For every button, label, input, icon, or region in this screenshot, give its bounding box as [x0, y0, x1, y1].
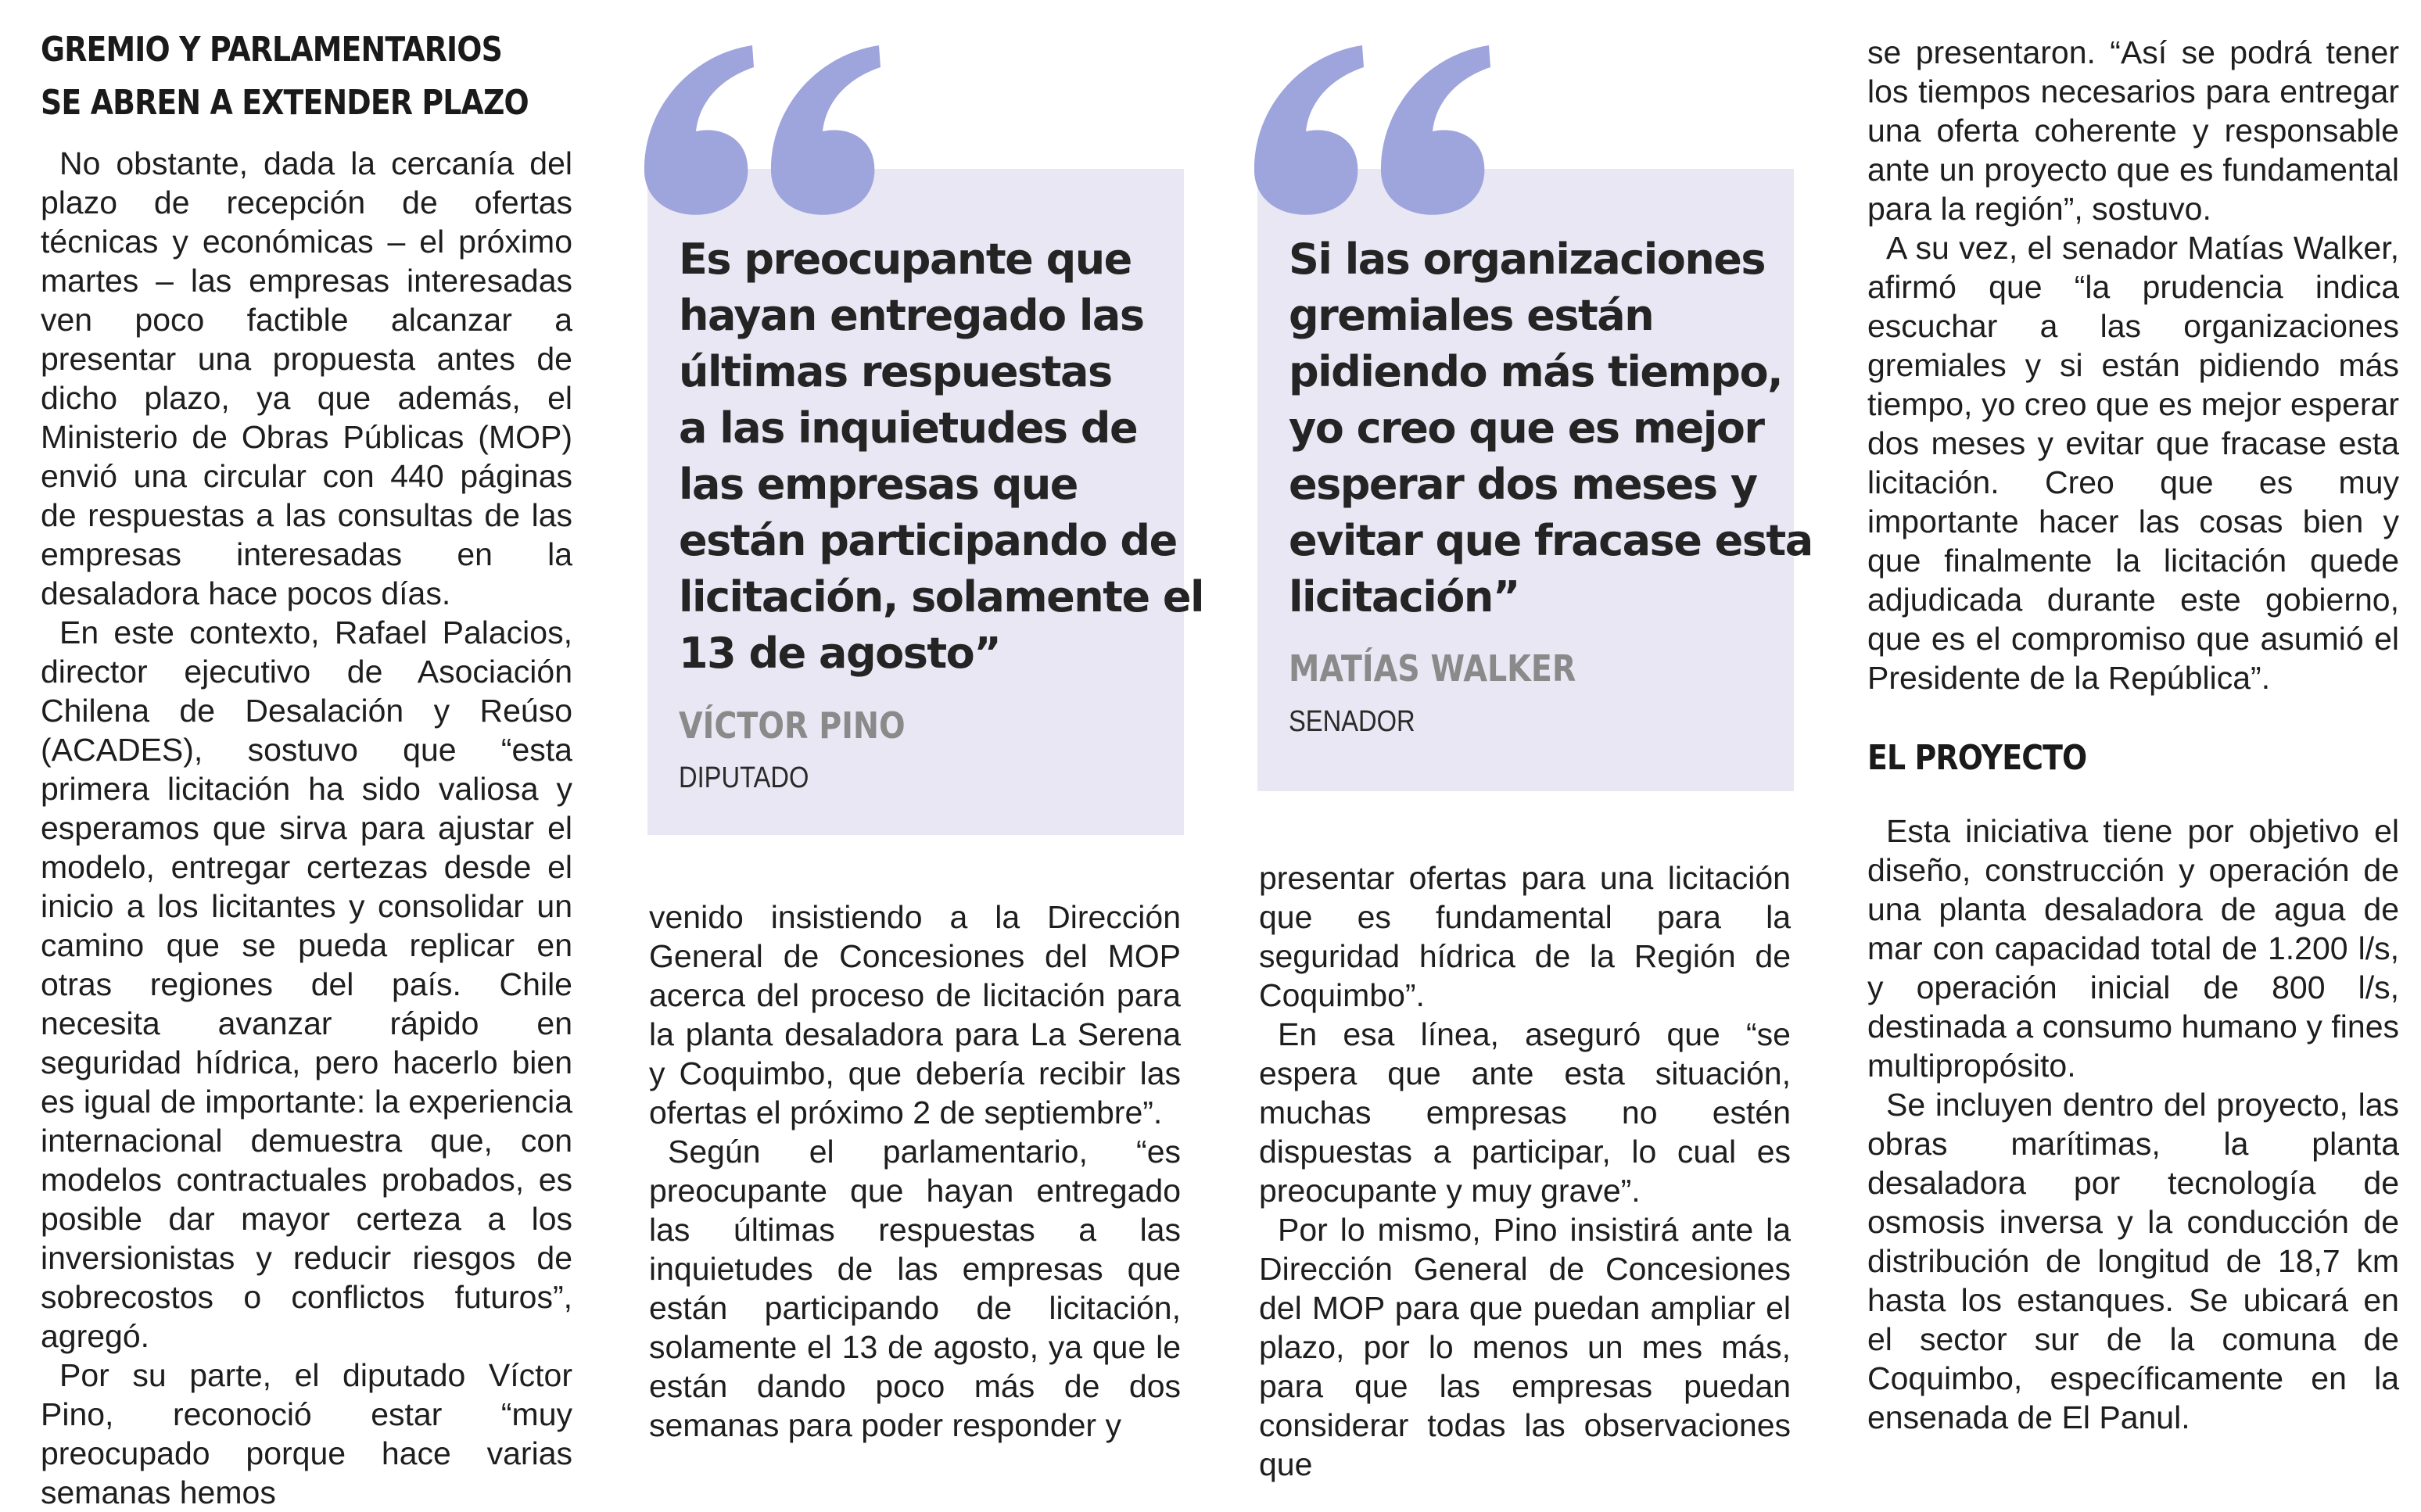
section-heading-gremio: [41, 23, 529, 130]
paragraph: Según el parlamentario, “es preocupante que hayan entregado las últimas respuestas a las inquietudes de las empresas que están participando de licitación, solamente el 13 de agosto, ya que le están dando poco más de dos semanas para poder responder y: [649, 1134, 1181, 1443]
quote-line: yo creo que es mejor: [1289, 403, 1764, 453]
quote-line: esperar dos meses y: [1289, 460, 1757, 509]
quote-line: licitación”: [1289, 572, 1519, 622]
quote-line: Si las organizaciones: [1289, 235, 1766, 284]
article-column-3: [1259, 858, 1791, 1484]
quote-line: hayan entregado las: [679, 291, 1144, 340]
quote-line: están participando de: [679, 516, 1177, 565]
paragraph: En este contexto, Rafael Palacios, director ejecutivo de Asociación Chilena de Desalación y Reúso (ACADES), sostuvo que “esta primera licitación ha sido valiosa y esperamos que sirva para ajustar el modelo, entregar certezas desde el inicio a los licitantes y consolidar un camino que se pueda replicar en otras regiones del país. Chile necesita avanzar rápido en seguridad hídrica, pero hacerlo bien es igual de importante: la experiencia internacional demuestra que, con modelos contractuales probados, es posible dar mayor certeza a los inversionistas y reducir riesgos de sobrecostos o conflictos futuros”, agregó.: [41, 614, 572, 1354]
article-column-4: [1867, 33, 2399, 1437]
quote-attribution-role: SENADOR: [1289, 705, 1415, 738]
section-heading-proyecto: EL PROYECTO: [1867, 738, 2087, 778]
paragraph: A su vez, el senador Matías Walker, afirmó que “la prudencia indica escuchar a las organizaciones gremiales y si están pidiendo más tiempo, yo creo que es mejor esperar dos meses y evitar que fracase esta licitación. Creo que es muy importante hacer las cosas bien y que finalmente la licitación quede adjudicada durante este gobierno, que es el compromiso que asumió el Presidente de la República”.: [1867, 230, 2399, 696]
quote-line: evitar que fracase esta: [1289, 516, 1813, 565]
paragraph: Se incluyen dentro del proyecto, las obras marítimas, la planta desaladora por tecnología de osmosis inversa y la conducción de distribución de longitud de 18,7 km hasta los estanques. Se ubicará en el sector sur de la comuna de Coquimbo, específicamente en la ensenada de El Panul.: [1867, 1087, 2399, 1435]
quote-line: a las inquietudes de: [679, 403, 1138, 453]
paragraph: Por lo mismo, Pino insistirá ante la Dirección General de Concesiones del MOP para que puedan ampliar el plazo, por lo menos un mes más, para que las empresas puedan considerar todas las observaciones que: [1259, 1212, 1791, 1482]
paragraph: se presentaron. “Así se podrá tener los tiempos necesarios para entregar una oferta coherente y responsable ante un proyecto que es fundamental para la región”, sostuvo.: [1867, 34, 2399, 227]
open-quote-icon: [635, 39, 885, 219]
paragraph: No obstante, dada la cercanía del plazo de recepción de ofertas técnicas y económicas – el próximo martes – las empresas interesadas ven poco factible alcanzar a presentar una propuesta antes de dicho plazo, ya que además, el Ministerio de Obras Públicas (MOP) envió una circular con 440 páginas de respuestas a las consultas de las empresas interesadas en la desaladora hace pocos días.: [41, 145, 572, 611]
pull-quote-box-walker: [1257, 169, 1813, 791]
quote-attribution-name: MATÍAS WALKER: [1289, 647, 1576, 690]
quote-attribution-name: VÍCTOR PINO: [679, 704, 906, 747]
quote-line: las empresas que: [679, 460, 1078, 509]
quote-line: licitación, solamente el: [679, 572, 1204, 622]
open-quote-icon: [1245, 39, 1495, 219]
pull-quote-text: [1289, 231, 1813, 625]
quote-line: Es preocupante que: [679, 235, 1132, 284]
quote-attribution-role: DIPUTADO: [679, 761, 809, 794]
article-column-1: [41, 23, 572, 1512]
quote-line: 13 de agosto”: [679, 629, 1001, 678]
quote-line: pidiendo más tiempo,: [1289, 347, 1783, 396]
pull-quote-box-pino: [647, 169, 1204, 835]
paragraph: Esta iniciativa tiene por objetivo el diseño, construcción y operación de una planta desaladora de agua de mar con capacidad total de 1.200 l/s, y operación inicial de 800 l/s, destinada a consumo humano y fines multipropósito.: [1867, 813, 2399, 1084]
paragraph: venido insistiendo a la Dirección General de Concesiones del MOP acerca del proceso de licitación para la planta desaladora para La Serena y Coquimbo, que debería recibir las ofertas el próximo 2 de septiembre”.: [649, 899, 1181, 1130]
article-column-2: [649, 898, 1181, 1445]
quote-line: gremiales están: [1289, 291, 1654, 340]
heading-line: GREMIO Y PARLAMENTARIOS: [41, 30, 502, 70]
paragraph: En esa línea, aseguró que “se espera que ante esta situación, muchas empresas no estén dispuestas a participar, lo cual es preocupante y muy grave”.: [1259, 1016, 1791, 1209]
paragraph: presentar ofertas para una licitación que es fundamental para la seguridad hídrica de la Región de Coquimbo”.: [1259, 860, 1791, 1013]
paragraph: Por su parte, el diputado Víctor Pino, reconoció estar “muy preocupado porque hace varias semanas hemos: [41, 1357, 572, 1510]
pull-quote-text: [679, 231, 1204, 682]
heading-line: SE ABREN A EXTENDER PLAZO: [41, 83, 529, 123]
quote-line: últimas respuestas: [679, 347, 1112, 396]
